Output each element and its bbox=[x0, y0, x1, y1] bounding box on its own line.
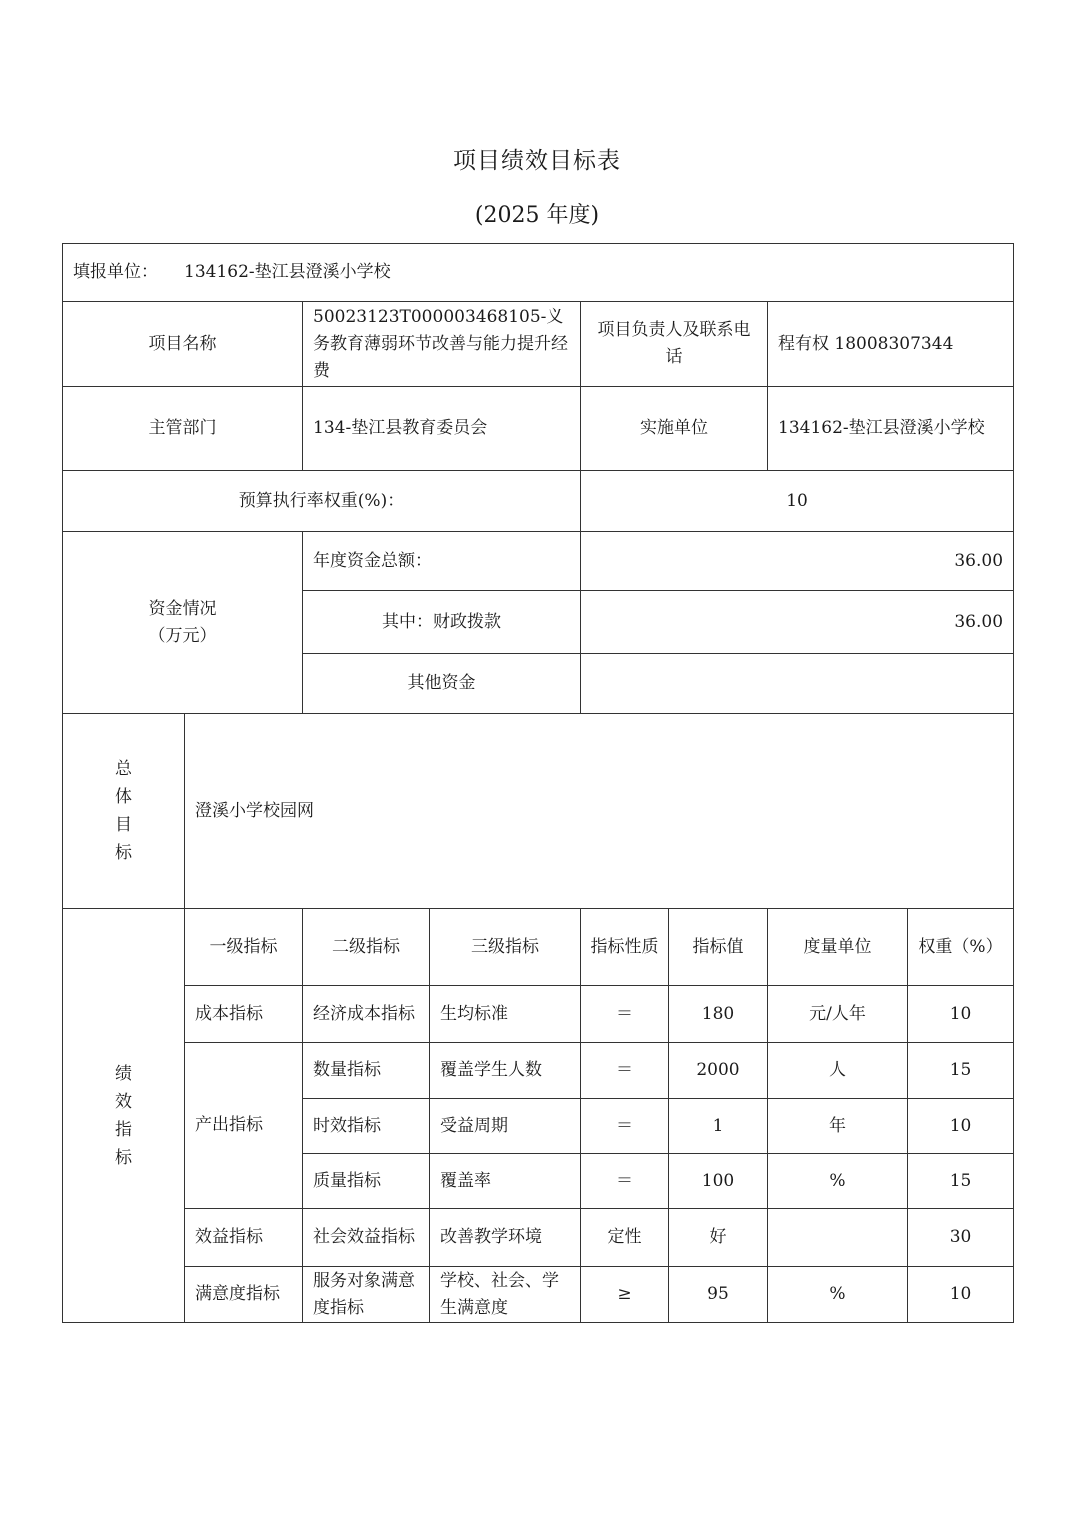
level2-cell: 经济成本指标 bbox=[303, 986, 430, 1043]
overall-goal-text: 澄溪小学校园网 bbox=[185, 714, 1014, 909]
table-row bbox=[63, 1043, 1014, 1099]
nature-cell: ＝ bbox=[581, 1099, 669, 1154]
funds-total-label: 年度资金总额： bbox=[303, 532, 581, 591]
header-unit: 度量单位 bbox=[768, 909, 908, 986]
header-weight: 权重（%） bbox=[908, 909, 1014, 986]
project-name-value: 50023123T000003468105-义务教育薄弱环节改善与能力提升经费 bbox=[303, 302, 581, 387]
perf-label-char: 指 bbox=[115, 1119, 132, 1140]
dept-label: 主管部门 bbox=[63, 387, 303, 471]
level2-cell: 时效指标 bbox=[303, 1099, 430, 1154]
overall-goal-row bbox=[63, 714, 1014, 909]
fill-unit-label: 填报单位： bbox=[73, 262, 158, 282]
level2-cell: 质量指标 bbox=[303, 1154, 430, 1209]
goal-label-char: 体 bbox=[115, 787, 132, 807]
weight-cell: 10 bbox=[908, 986, 1014, 1043]
weight-cell: 15 bbox=[908, 1154, 1014, 1209]
funds-label-line2: （万元） bbox=[148, 625, 217, 646]
perf-label-char: 绩 bbox=[115, 1063, 132, 1084]
funds-fiscal-value: 36.00 bbox=[581, 591, 1014, 654]
funds-label-line1: 资金情况 bbox=[148, 598, 217, 619]
overall-goal-label bbox=[63, 714, 185, 909]
fill-unit-row bbox=[63, 244, 1014, 302]
page-subtitle: (2025 年度) bbox=[474, 203, 600, 228]
table-row bbox=[63, 1267, 1014, 1323]
budget-weight-label: 预算执行率权重(%)： bbox=[63, 471, 581, 532]
level3-cell: 受益周期 bbox=[430, 1099, 581, 1154]
funds-fiscal-label: 其中：财政拨款 bbox=[303, 591, 581, 654]
unit-cell: 年 bbox=[768, 1099, 908, 1154]
header-nature: 指标性质 bbox=[581, 909, 669, 986]
value-cell: 2000 bbox=[669, 1043, 768, 1099]
performance-target-table bbox=[62, 243, 1014, 1323]
level1-benefit: 效益指标 bbox=[185, 1209, 303, 1267]
weight-cell: 10 bbox=[908, 1267, 1014, 1323]
header-level3: 三级指标 bbox=[430, 909, 581, 986]
page-title: 项目绩效目标表 bbox=[453, 148, 621, 174]
level3-cell: 学校、社会、学生满意度 bbox=[430, 1267, 581, 1323]
goal-label-char: 目 bbox=[115, 815, 132, 835]
perf-header-row bbox=[63, 909, 1014, 986]
level1-satisfaction: 满意度指标 bbox=[185, 1267, 303, 1323]
funds-other-label: 其他资金 bbox=[303, 654, 581, 714]
weight-cell: 30 bbox=[908, 1209, 1014, 1267]
perf-label-char: 标 bbox=[115, 1147, 132, 1168]
impl-label: 实施单位 bbox=[581, 387, 768, 471]
unit-cell: 人 bbox=[768, 1043, 908, 1099]
unit-cell: % bbox=[768, 1267, 908, 1323]
level3-cell: 覆盖率 bbox=[430, 1154, 581, 1209]
nature-cell: ≥ bbox=[581, 1267, 669, 1323]
funds-total-row bbox=[63, 532, 1014, 591]
header-level2: 二级指标 bbox=[303, 909, 430, 986]
value-cell: 好 bbox=[669, 1209, 768, 1267]
value-cell: 100 bbox=[669, 1154, 768, 1209]
funds-label bbox=[63, 532, 303, 714]
project-name-row bbox=[63, 302, 1014, 387]
budget-weight-value: 10 bbox=[581, 471, 1014, 532]
header-value: 指标值 bbox=[669, 909, 768, 986]
level3-cell: 覆盖学生人数 bbox=[430, 1043, 581, 1099]
value-cell: 180 bbox=[669, 986, 768, 1043]
nature-cell: ＝ bbox=[581, 986, 669, 1043]
level2-cell: 数量指标 bbox=[303, 1043, 430, 1099]
fill-unit-value: 134162-垫江县澄溪小学校 bbox=[184, 262, 391, 282]
budget-weight-row bbox=[63, 471, 1014, 532]
funds-other-value bbox=[581, 654, 1014, 714]
level3-cell: 生均标准 bbox=[430, 986, 581, 1043]
table-row bbox=[63, 1209, 1014, 1267]
fill-unit-cell bbox=[63, 244, 1014, 302]
project-name-label: 项目名称 bbox=[63, 302, 303, 387]
nature-cell: ＝ bbox=[581, 1043, 669, 1099]
goal-label-char: 总 bbox=[115, 759, 132, 779]
weight-cell: 10 bbox=[908, 1099, 1014, 1154]
unit-cell: % bbox=[768, 1154, 908, 1209]
impl-value: 134162-垫江县澄溪小学校 bbox=[768, 387, 1014, 471]
value-cell: 1 bbox=[669, 1099, 768, 1154]
perf-label-char: 效 bbox=[115, 1091, 132, 1112]
contact-label: 项目负责人及联系电话 bbox=[581, 302, 768, 387]
funds-total-value: 36.00 bbox=[581, 532, 1014, 591]
level2-cell: 社会效益指标 bbox=[303, 1209, 430, 1267]
unit-cell bbox=[768, 1209, 908, 1267]
table-row bbox=[63, 986, 1014, 1043]
level2-cell: 服务对象满意度指标 bbox=[303, 1267, 430, 1323]
level3-cell: 改善教学环境 bbox=[430, 1209, 581, 1267]
dept-value: 134-垫江县教育委员会 bbox=[303, 387, 581, 471]
value-cell: 95 bbox=[669, 1267, 768, 1323]
weight-cell: 15 bbox=[908, 1043, 1014, 1099]
level1-output: 产出指标 bbox=[185, 1043, 303, 1209]
nature-cell: ＝ bbox=[581, 1154, 669, 1209]
goal-label-char: 标 bbox=[115, 843, 132, 863]
perf-label bbox=[63, 909, 185, 1323]
department-row bbox=[63, 387, 1014, 471]
contact-value: 程有权 18008307344 bbox=[768, 302, 1014, 387]
unit-cell: 元/人年 bbox=[768, 986, 908, 1043]
header-level1: 一级指标 bbox=[185, 909, 303, 986]
level1-cost: 成本指标 bbox=[185, 986, 303, 1043]
nature-cell: 定性 bbox=[581, 1209, 669, 1267]
